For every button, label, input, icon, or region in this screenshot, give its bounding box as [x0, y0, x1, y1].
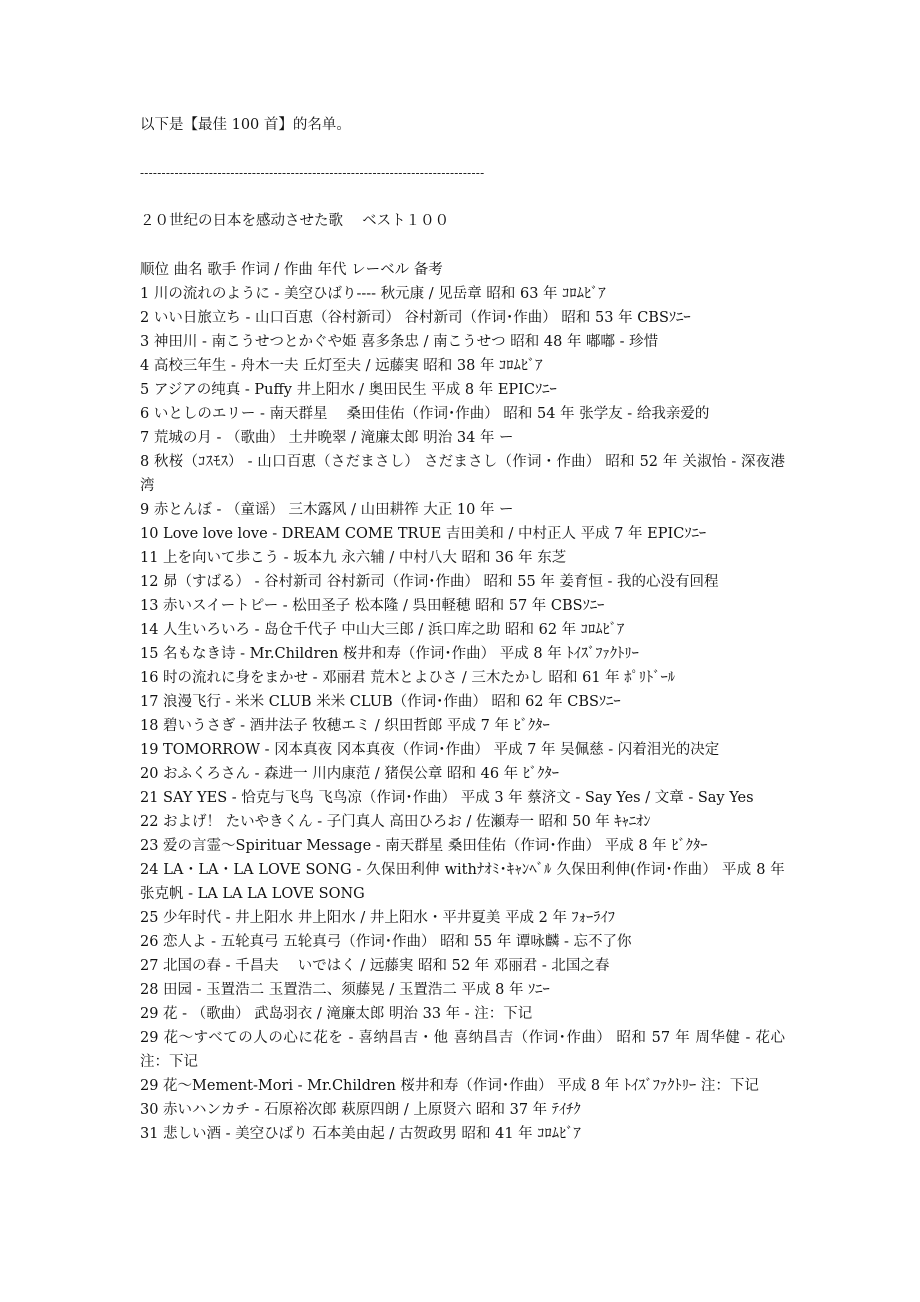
list-item: 5 アジアの纯真 - Puffy 井上阳水 / 奥田民生 平成 8 年 EPICｿﾆｰ — [140, 382, 557, 398]
list-item: 3 神田川 - 南こうせつとかぐや姫 喜多条忠 / 南こうせつ 昭和 48 年 嘟嘟 - 珍惜 — [140, 334, 659, 350]
list-item: 15 名もなき诗 - Mr.Children 桜井和寿（作词･作曲） 平成 8 年 ﾄｲｽﾞﾌｧｸﾄﾘｰ — [140, 646, 639, 662]
list-item: 27 北国の春 - 千昌夫 いではく / 远藤実 昭和 52 年 邓丽君 - 北国之春 — [140, 958, 610, 974]
list-item: 23 爱の言霊～Spirituar Message - 南天群星 桑田佳佑（作词･作曲） 平成 8 年 ﾋﾞｸﾀｰ — [140, 838, 708, 854]
list-item: 16 时の流れに身をまかせ - 邓丽君 荒木とよひさ / 三木たかし 昭和 61 年 ﾎﾟﾘﾄﾞｰﾙ — [140, 670, 676, 686]
list-item: 31 悲しい酒 - 美空ひばり 石本美由起 / 古贺政男 昭和 41 年 ｺﾛﾑﾋﾞｱ — [140, 1126, 581, 1142]
song-list — [140, 258, 785, 1146]
list-item: 28 田园 - 玉置浩二 玉置浩二、须藤晃 / 玉置浩二 平成 8 年 ｿﾆｰ — [140, 982, 550, 998]
list-item: 1 川の流れのように - 美空ひばり---- 秋元康 / 见岳章 昭和 63 年 ｺﾛﾑﾋﾞｱ — [140, 286, 606, 302]
list-heading: ２０世纪の日本を感动させた歌 ベスト１００ — [140, 213, 450, 229]
list-item: 19 TOMORROW - 冈本真夜 冈本真夜（作词･作曲） 平成 7 年 吴佩慈 - 闪着泪光的决定 — [140, 742, 720, 758]
list-item: 29 花～Mement-Mori - Mr.Children 桜井和寿（作词･作曲） 平成 8 年 ﾄｲｽﾞﾌｧｸﾄﾘｰ 注：下记 — [140, 1078, 759, 1094]
list-item: 29 花～すべての人の心に花を - 喜纳昌吉・他 喜纳昌吉（作词･作曲） 昭和 57 年 周华健 - 花心 注：下记 — [140, 1030, 785, 1070]
list-header-row: 顺位 曲名 歌手 作词 / 作曲 年代 レーベル 备考 — [140, 262, 443, 278]
list-item: 20 おふくろさん - 森进一 川内康范 / 猪俣公章 昭和 46 年 ﾋﾞｸﾀｰ — [140, 766, 560, 782]
list-item: 22 およげ！ たいやきくん - 子门真人 高田ひろお / 佐瀬寿一 昭和 50 年 ｷｬﾆｵﾝ — [140, 814, 651, 830]
list-item: 18 碧いうさぎ - 酒井法子 牧穂エミ / 织田哲郎 平成 7 年 ﾋﾞｸﾀｰ — [140, 718, 550, 734]
dashed-divider: -------------------------------------------------------------------------------- — [140, 166, 485, 180]
list-item: 24 LA・LA・LA LOVE SONG - 久保田利伸 withﾅｵﾐ･ｷｬﾝﾍﾞﾙ 久保田利伸(作词･作曲） 平成 8 年 张克帆 - LA LA LA LOVE SONG — [140, 862, 785, 902]
list-item: 25 少年时代 - 井上阳水 井上阳水 / 井上阳水・平井夏美 平成 2 年 ﾌｫｰﾗｲﾌ — [140, 910, 616, 926]
list-item: 9 赤とんぼ - （童谣） 三木露风 / 山田耕筰 大正 10 年 ー — [140, 502, 514, 518]
list-item: 30 赤いハンカチ - 石原裕次郎 萩原四朗 / 上原贤六 昭和 37 年 ﾃｲﾁｸ — [140, 1102, 581, 1118]
list-item: 2 いい日旅立ち - 山口百恵（谷村新司） 谷村新司（作词･作曲） 昭和 53 年 CBSｿﾆｰ — [140, 310, 691, 326]
intro-text: 以下是【最佳 100 首】的名单。 — [140, 117, 351, 133]
list-item: 21 SAY YES - 恰克与飞鸟 飞鸟凉（作词･作曲） 平成 3 年 蔡济文 - Say Yes / 文章 - Say Yes — [140, 790, 754, 806]
list-item: 14 人生いろいろ - 岛仓千代子 中山大三郎 / 浜口库之助 昭和 62 年 ｺﾛﾑﾋﾞｱ — [140, 622, 625, 638]
list-item: 7 荒城の月 - （歌曲） 土井晩翠 / 滝廉太郎 明治 34 年 ー — [140, 430, 514, 446]
list-item: 17 浪漫飞行 - 米米 CLUB 米米 CLUB（作词･作曲） 昭和 62 年 CBSｿﾆｰ — [140, 694, 621, 710]
list-item: 4 高校三年生 - 舟木一夫 丘灯至夫 / 远藤実 昭和 38 年 ｺﾛﾑﾋﾞｱ — [140, 358, 543, 374]
list-item: 10 Love love love - DREAM COME TRUE 吉田美和 / 中村正人 平成 7 年 EPICｿﾆｰ — [140, 526, 707, 542]
list-item: 12 昴（すばる） - 谷村新司 谷村新司（作词･作曲） 昭和 55 年 姜育恒 - 我的心没有回程 — [140, 574, 719, 590]
list-item: 6 いとしのエリー - 南天群星 桑田佳佑（作词･作曲） 昭和 54 年 张学友 - 给我亲爱的 — [140, 406, 710, 422]
list-item: 13 赤いスイートピー - 松田圣子 松本隆 / 呉田軽穂 昭和 57 年 CBSｿﾆｰ — [140, 598, 605, 614]
list-item: 26 恋人よ - 五轮真弓 五轮真弓（作词･作曲） 昭和 55 年 谭咏麟 - 忘不了你 — [140, 934, 632, 950]
list-item: 8 秋桜（ｺｽﾓｽ） - 山口百恵（さだまさし） さだまさし（作词・作曲） 昭和 52 年 关淑怡 - 深夜港湾 — [140, 454, 785, 494]
list-item: 11 上を向いて歩こう - 坂本九 永六辅 / 中村八大 昭和 36 年 东芝 — [140, 550, 567, 566]
list-item: 29 花 - （歌曲） 武岛羽衣 / 滝廉太郎 明治 33 年 - 注：下记 — [140, 1006, 533, 1022]
